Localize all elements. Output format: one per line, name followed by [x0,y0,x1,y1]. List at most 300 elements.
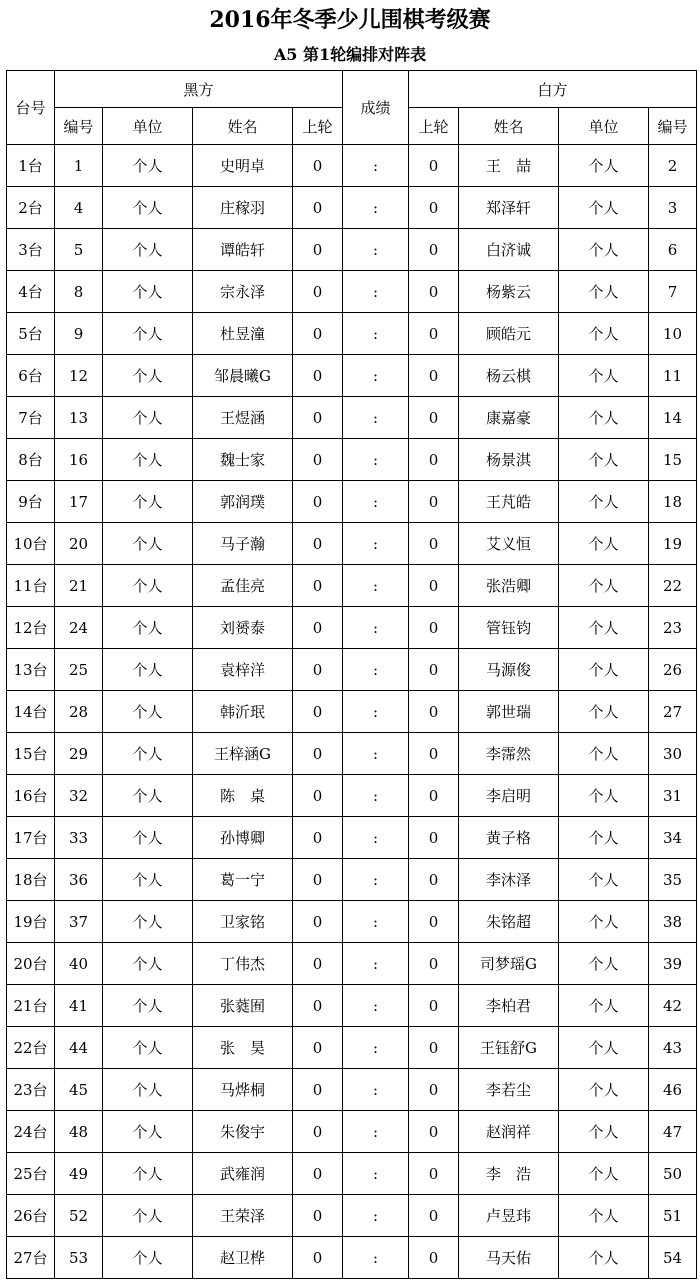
white-number-cell: 14 [649,397,697,439]
board-cell: 8台 [7,439,55,481]
black-number-cell: 1 [55,145,103,187]
black-name-cell: 宗永泽 [193,271,293,313]
table-row [7,271,697,313]
page-subtitle: A5 第1轮编排对阵表 [273,45,427,64]
score-cell: : [343,355,409,397]
white-prev-cell: 0 [409,439,459,481]
table-row [7,691,697,733]
table-row [7,817,697,859]
score-cell: : [343,607,409,649]
white-unit-cell: 个人 [559,1027,649,1069]
board-cell: 5台 [7,313,55,355]
score-cell: : [343,565,409,607]
white-name-cell: 张浩卿 [459,565,559,607]
black-number-cell: 28 [55,691,103,733]
black-prev-cell: 0 [293,691,343,733]
black-name-cell: 王煜涵 [193,397,293,439]
black-unit-cell: 个人 [103,187,193,229]
white-name-cell: 李沐泽 [459,859,559,901]
black-prev-cell: 0 [293,439,343,481]
board-cell: 18台 [7,859,55,901]
black-name-cell: 邹晨曦G [193,355,293,397]
black-name-cell: 卫家铭 [193,901,293,943]
board-cell: 25台 [7,1153,55,1195]
black-prev-cell: 0 [293,397,343,439]
table-row [7,1195,697,1237]
white-name-cell: 白济诚 [459,229,559,271]
black-name-cell: 王荣泽 [193,1195,293,1237]
black-prev-cell: 0 [293,1069,343,1111]
black-name-cell: 丁伟杰 [193,943,293,985]
white-number-cell: 6 [649,229,697,271]
white-unit-cell: 个人 [559,1195,649,1237]
white-unit-cell: 个人 [559,271,649,313]
score-cell: : [343,733,409,775]
black-name-cell: 马烨桐 [193,1069,293,1111]
white-name-cell: 马源俊 [459,649,559,691]
black-unit-cell: 个人 [103,1111,193,1153]
black-prev-cell: 0 [293,733,343,775]
black-number-cell: 52 [55,1195,103,1237]
white-number-cell: 7 [649,271,697,313]
black-number-cell: 32 [55,775,103,817]
white-prev-cell: 0 [409,901,459,943]
white-number-cell: 51 [649,1195,697,1237]
board-cell: 16台 [7,775,55,817]
black-prev-cell: 0 [293,187,343,229]
table-row [7,733,697,775]
table-row [7,145,697,187]
black-unit-cell: 个人 [103,355,193,397]
table-row [7,649,697,691]
white-prev-cell: 0 [409,229,459,271]
black-prev-cell: 0 [293,607,343,649]
black-prev-cell: 0 [293,1237,343,1279]
white-number-cell: 15 [649,439,697,481]
white-number-cell: 31 [649,775,697,817]
header-black-unit: 单位 [103,108,193,145]
white-name-cell: 杨紫云 [459,271,559,313]
board-cell: 17台 [7,817,55,859]
black-unit-cell: 个人 [103,1069,193,1111]
white-unit-cell: 个人 [559,565,649,607]
black-name-cell: 谭皓轩 [193,229,293,271]
white-prev-cell: 0 [409,397,459,439]
white-prev-cell: 0 [409,187,459,229]
white-name-cell: 马天佑 [459,1237,559,1279]
black-number-cell: 36 [55,859,103,901]
black-number-cell: 41 [55,985,103,1027]
board-cell: 3台 [7,229,55,271]
table-row [7,1153,697,1195]
white-number-cell: 46 [649,1069,697,1111]
white-number-cell: 23 [649,607,697,649]
white-number-cell: 22 [649,565,697,607]
table-row [7,859,697,901]
header-board: 台号 [7,71,55,145]
white-number-cell: 3 [649,187,697,229]
white-unit-cell: 个人 [559,691,649,733]
white-unit-cell: 个人 [559,439,649,481]
table-row [7,1237,697,1279]
white-prev-cell: 0 [409,985,459,1027]
white-name-cell: 黄子格 [459,817,559,859]
white-prev-cell: 0 [409,481,459,523]
score-cell: : [343,985,409,1027]
score-cell: : [343,145,409,187]
score-cell: : [343,775,409,817]
table-row [7,1069,697,1111]
white-unit-cell: 个人 [559,943,649,985]
white-prev-cell: 0 [409,1069,459,1111]
black-name-cell: 陈 桌 [193,775,293,817]
score-cell: : [343,1195,409,1237]
black-number-cell: 8 [55,271,103,313]
black-name-cell: 葛一宁 [193,859,293,901]
black-number-cell: 40 [55,943,103,985]
white-name-cell: 王芃皓 [459,481,559,523]
black-unit-cell: 个人 [103,271,193,313]
white-name-cell: 王 喆 [459,145,559,187]
black-name-cell: 王梓涵G [193,733,293,775]
white-prev-cell: 0 [409,1153,459,1195]
board-cell: 23台 [7,1069,55,1111]
white-name-cell: 康嘉豪 [459,397,559,439]
table-row [7,985,697,1027]
black-unit-cell: 个人 [103,1153,193,1195]
white-prev-cell: 0 [409,1237,459,1279]
white-number-cell: 47 [649,1111,697,1153]
header-black-number: 编号 [55,108,103,145]
score-cell: : [343,397,409,439]
board-cell: 11台 [7,565,55,607]
black-number-cell: 49 [55,1153,103,1195]
board-cell: 27台 [7,1237,55,1279]
black-number-cell: 17 [55,481,103,523]
black-prev-cell: 0 [293,481,343,523]
score-cell: : [343,1111,409,1153]
white-name-cell: 李 浩 [459,1153,559,1195]
white-prev-cell: 0 [409,775,459,817]
white-prev-cell: 0 [409,565,459,607]
header-black-name: 姓名 [193,108,293,145]
black-name-cell: 庄稼羽 [193,187,293,229]
black-unit-cell: 个人 [103,607,193,649]
white-prev-cell: 0 [409,649,459,691]
black-prev-cell: 0 [293,565,343,607]
black-unit-cell: 个人 [103,943,193,985]
board-cell: 20台 [7,943,55,985]
table-row [7,313,697,355]
white-name-cell: 顾皓元 [459,313,559,355]
black-unit-cell: 个人 [103,229,193,271]
table-row [7,775,697,817]
black-unit-cell: 个人 [103,439,193,481]
black-name-cell: 孙博卿 [193,817,293,859]
black-prev-cell: 0 [293,985,343,1027]
white-unit-cell: 个人 [559,1111,649,1153]
black-number-cell: 21 [55,565,103,607]
white-unit-cell: 个人 [559,187,649,229]
white-unit-cell: 个人 [559,733,649,775]
white-number-cell: 39 [649,943,697,985]
white-number-cell: 30 [649,733,697,775]
table-row [7,229,697,271]
score-cell: : [343,271,409,313]
white-unit-cell: 个人 [559,1069,649,1111]
black-prev-cell: 0 [293,1153,343,1195]
black-number-cell: 29 [55,733,103,775]
white-name-cell: 艾义恒 [459,523,559,565]
white-name-cell: 李启明 [459,775,559,817]
board-cell: 9台 [7,481,55,523]
white-prev-cell: 0 [409,1111,459,1153]
black-number-cell: 13 [55,397,103,439]
white-prev-cell: 0 [409,523,459,565]
black-name-cell: 武雍润 [193,1153,293,1195]
table-row [7,1027,697,1069]
board-cell: 22台 [7,1027,55,1069]
black-unit-cell: 个人 [103,817,193,859]
black-number-cell: 5 [55,229,103,271]
board-cell: 24台 [7,1111,55,1153]
score-cell: : [343,439,409,481]
white-name-cell: 李霈然 [459,733,559,775]
black-unit-cell: 个人 [103,565,193,607]
black-prev-cell: 0 [293,817,343,859]
board-cell: 14台 [7,691,55,733]
black-prev-cell: 0 [293,1195,343,1237]
white-number-cell: 50 [649,1153,697,1195]
black-unit-cell: 个人 [103,1195,193,1237]
white-unit-cell: 个人 [559,1237,649,1279]
table-row [7,1111,697,1153]
black-prev-cell: 0 [293,355,343,397]
pairing-table [6,70,697,1279]
white-prev-cell: 0 [409,1195,459,1237]
black-unit-cell: 个人 [103,649,193,691]
white-prev-cell: 0 [409,817,459,859]
table-body [7,145,697,1279]
white-name-cell: 赵润祥 [459,1111,559,1153]
black-prev-cell: 0 [293,313,343,355]
white-number-cell: 34 [649,817,697,859]
black-prev-cell: 0 [293,229,343,271]
white-name-cell: 李若尘 [459,1069,559,1111]
black-name-cell: 孟佳亮 [193,565,293,607]
black-name-cell: 韩沂珉 [193,691,293,733]
black-number-cell: 33 [55,817,103,859]
white-unit-cell: 个人 [559,901,649,943]
table-row [7,943,697,985]
white-name-cell: 卢昱玮 [459,1195,559,1237]
white-unit-cell: 个人 [559,229,649,271]
white-unit-cell: 个人 [559,481,649,523]
score-cell: : [343,859,409,901]
white-prev-cell: 0 [409,313,459,355]
black-number-cell: 44 [55,1027,103,1069]
header-black-prev: 上轮 [293,108,343,145]
table-row [7,439,697,481]
header-white-name: 姓名 [459,108,559,145]
black-name-cell: 张蕤囿 [193,985,293,1027]
score-cell: : [343,817,409,859]
black-number-cell: 16 [55,439,103,481]
black-prev-cell: 0 [293,859,343,901]
black-name-cell: 杜昱潼 [193,313,293,355]
score-cell: : [343,901,409,943]
black-name-cell: 刘赟泰 [193,607,293,649]
white-number-cell: 19 [649,523,697,565]
white-name-cell: 郭世瑞 [459,691,559,733]
black-name-cell: 马子瀚 [193,523,293,565]
black-number-cell: 4 [55,187,103,229]
white-name-cell: 郑泽轩 [459,187,559,229]
board-cell: 13台 [7,649,55,691]
white-name-cell: 杨景淇 [459,439,559,481]
white-unit-cell: 个人 [559,817,649,859]
white-unit-cell: 个人 [559,355,649,397]
black-unit-cell: 个人 [103,1237,193,1279]
black-number-cell: 37 [55,901,103,943]
white-number-cell: 27 [649,691,697,733]
white-prev-cell: 0 [409,859,459,901]
black-prev-cell: 0 [293,1027,343,1069]
white-name-cell: 王钰舒G [459,1027,559,1069]
black-name-cell: 史明卓 [193,145,293,187]
table-row [7,355,697,397]
black-unit-cell: 个人 [103,985,193,1027]
board-cell: 2台 [7,187,55,229]
black-name-cell: 朱俊宇 [193,1111,293,1153]
white-unit-cell: 个人 [559,145,649,187]
black-unit-cell: 个人 [103,313,193,355]
white-name-cell: 管钰钧 [459,607,559,649]
board-cell: 6台 [7,355,55,397]
white-number-cell: 54 [649,1237,697,1279]
table-row [7,901,697,943]
score-cell: : [343,943,409,985]
header-result: 成绩 [343,71,409,145]
board-cell: 4台 [7,271,55,313]
black-prev-cell: 0 [293,271,343,313]
white-number-cell: 26 [649,649,697,691]
black-number-cell: 45 [55,1069,103,1111]
black-unit-cell: 个人 [103,859,193,901]
table-row [7,187,697,229]
page-title: 2016年冬季少儿围棋考级赛 [209,7,491,33]
white-number-cell: 11 [649,355,697,397]
header-white: 白方 [409,71,697,108]
header-black: 黑方 [55,71,343,108]
black-prev-cell: 0 [293,145,343,187]
black-prev-cell: 0 [293,523,343,565]
black-unit-cell: 个人 [103,397,193,439]
white-number-cell: 38 [649,901,697,943]
table-header [7,71,697,145]
score-cell: : [343,691,409,733]
black-number-cell: 53 [55,1237,103,1279]
board-cell: 21台 [7,985,55,1027]
header-white-prev: 上轮 [409,108,459,145]
white-unit-cell: 个人 [559,775,649,817]
white-unit-cell: 个人 [559,649,649,691]
score-cell: : [343,1153,409,1195]
black-name-cell: 张 昊 [193,1027,293,1069]
board-cell: 15台 [7,733,55,775]
black-unit-cell: 个人 [103,145,193,187]
white-unit-cell: 个人 [559,397,649,439]
black-number-cell: 48 [55,1111,103,1153]
white-unit-cell: 个人 [559,1153,649,1195]
black-name-cell: 郭润璞 [193,481,293,523]
black-unit-cell: 个人 [103,523,193,565]
black-prev-cell: 0 [293,1111,343,1153]
white-unit-cell: 个人 [559,313,649,355]
black-name-cell: 赵卫桦 [193,1237,293,1279]
score-cell: : [343,649,409,691]
black-name-cell: 袁梓洋 [193,649,293,691]
black-unit-cell: 个人 [103,775,193,817]
black-number-cell: 12 [55,355,103,397]
black-name-cell: 魏士家 [193,439,293,481]
table-row [7,523,697,565]
board-cell: 10台 [7,523,55,565]
white-number-cell: 35 [649,859,697,901]
white-unit-cell: 个人 [559,859,649,901]
table-row [7,397,697,439]
black-number-cell: 20 [55,523,103,565]
black-number-cell: 24 [55,607,103,649]
white-name-cell: 李柏君 [459,985,559,1027]
score-cell: : [343,1027,409,1069]
score-cell: : [343,523,409,565]
black-number-cell: 25 [55,649,103,691]
white-prev-cell: 0 [409,607,459,649]
white-unit-cell: 个人 [559,985,649,1027]
white-number-cell: 18 [649,481,697,523]
black-unit-cell: 个人 [103,1027,193,1069]
white-number-cell: 2 [649,145,697,187]
board-cell: 19台 [7,901,55,943]
table-row [7,565,697,607]
white-prev-cell: 0 [409,145,459,187]
table-row [7,481,697,523]
score-cell: : [343,1069,409,1111]
black-unit-cell: 个人 [103,481,193,523]
board-cell: 1台 [7,145,55,187]
black-prev-cell: 0 [293,943,343,985]
black-number-cell: 9 [55,313,103,355]
header-white-unit: 单位 [559,108,649,145]
white-prev-cell: 0 [409,1027,459,1069]
score-cell: : [343,481,409,523]
white-name-cell: 朱铭超 [459,901,559,943]
score-cell: : [343,1237,409,1279]
black-unit-cell: 个人 [103,733,193,775]
white-number-cell: 42 [649,985,697,1027]
white-prev-cell: 0 [409,271,459,313]
white-name-cell: 杨云棋 [459,355,559,397]
white-name-cell: 司梦瑶G [459,943,559,985]
white-unit-cell: 个人 [559,607,649,649]
black-prev-cell: 0 [293,775,343,817]
board-cell: 26台 [7,1195,55,1237]
white-unit-cell: 个人 [559,523,649,565]
score-cell: : [343,313,409,355]
white-prev-cell: 0 [409,691,459,733]
white-prev-cell: 0 [409,355,459,397]
